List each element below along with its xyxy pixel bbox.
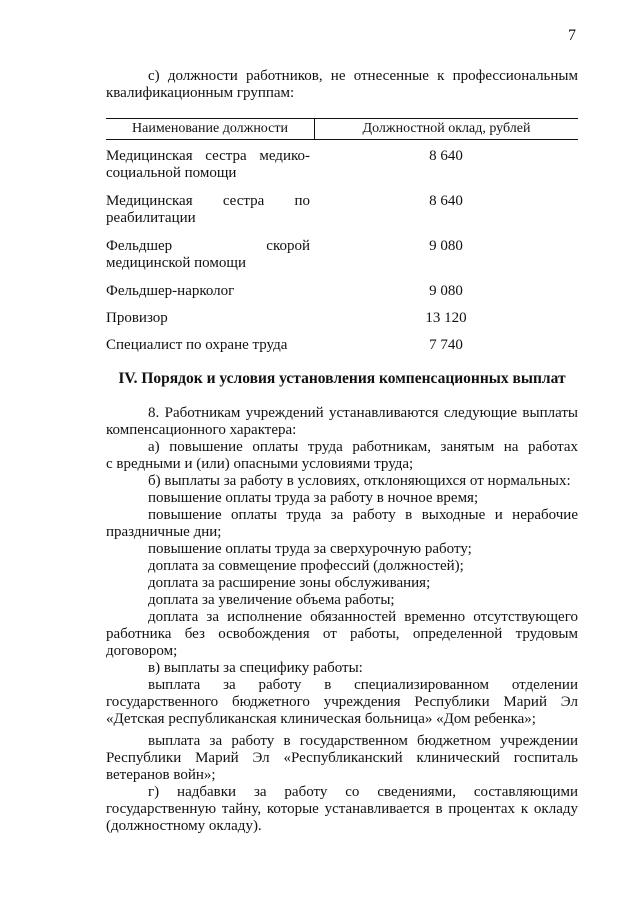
- paragraph-line: государственную тайну, которые устанавливается в процентах к окладу: [106, 801, 578, 817]
- position-name-line: Фельдшер-нарколог: [106, 283, 235, 299]
- list-item: [106, 609, 578, 660]
- paragraph-line: государственного бюджетного учреждения Республики Марий Эл: [106, 694, 578, 710]
- list-item: повышение оплаты труда за сверхурочную работу;: [148, 541, 472, 557]
- column-header-position: Наименование должности: [132, 121, 288, 136]
- list-item: [106, 733, 578, 784]
- list-item: доплата за увеличение объема работы;: [148, 592, 395, 608]
- position-name-line: Фельдшер скорой: [106, 238, 310, 254]
- position-name-line: социальной помощи: [106, 165, 237, 181]
- paragraph-line: г) надбавки за работу со сведениями, составляющими: [148, 784, 578, 800]
- paragraph-v: в) выплаты за специфику работы:: [148, 660, 363, 676]
- paragraph-g: [106, 784, 578, 835]
- position-name: [106, 310, 310, 327]
- position-salary: 9 080: [429, 238, 463, 254]
- list-item: доплата за совмещение профессий (должностей);: [148, 558, 464, 574]
- position-name-line: медицинской помощи: [106, 255, 246, 271]
- position-salary: 9 080: [429, 283, 463, 299]
- paragraph-line: с вредными и (или) опасными условиями труда;: [106, 456, 414, 472]
- page-number: 7: [568, 27, 576, 44]
- position-salary: 13 120: [425, 310, 467, 326]
- position-salary: 8 640: [429, 193, 463, 209]
- paragraph-b: б) выплаты за работу в условиях, отклоняющихся от нормальных:: [148, 473, 571, 489]
- position-name-line: Специалист по охране труда: [106, 337, 288, 353]
- position-name: [106, 148, 310, 182]
- position-name-line: Медицинская сестра медико-: [106, 148, 310, 164]
- paragraph-line: повышение оплаты труда за работу в выходные и нерабочие: [148, 507, 578, 523]
- paragraph-a: [106, 439, 578, 473]
- paragraph-8: [106, 405, 578, 439]
- paragraph-line: ветеранов войн»;: [106, 767, 216, 783]
- paragraph-line: договором;: [106, 643, 178, 659]
- paragraph-line: компенсационного характера:: [106, 422, 297, 438]
- position-name-line: Провизор: [106, 310, 168, 326]
- intro-paragraph: [106, 68, 578, 102]
- column-header-salary: Должностной оклад, рублей: [362, 121, 531, 136]
- paragraph-line: доплата за исполнение обязанностей временно отсутствующего: [148, 609, 578, 625]
- paragraph-line: выплата за работу в специализированном отделении: [148, 677, 578, 693]
- paragraph-line: 8. Работникам учреждений устанавливаются следующие выплаты: [148, 405, 578, 421]
- paragraph-line: а) повышение оплаты труда работникам, занятым на работах: [148, 439, 578, 455]
- position-name: [106, 193, 310, 227]
- position-name-line: реабилитации: [106, 210, 196, 226]
- table-header: [106, 118, 578, 140]
- paragraph-line: (должностному окладу).: [106, 818, 262, 834]
- position-name: [106, 337, 310, 354]
- section-heading: IV. Порядок и условия установления компенсационных выплат: [118, 370, 566, 387]
- position-salary: 7 740: [429, 337, 463, 353]
- list-item: повышение оплаты труда за работу в ночное время;: [148, 490, 479, 506]
- position-name: [106, 238, 310, 272]
- paragraph-line: работника без освобождения от работы, определенной трудовым: [106, 626, 578, 642]
- list-item: доплата за расширение зоны обслуживания;: [148, 575, 431, 591]
- position-name-line: Медицинская сестра по: [106, 193, 310, 209]
- position-name: [106, 283, 310, 300]
- list-item: [106, 507, 578, 541]
- paragraph-line: выплата за работу в государственном бюджетном учреждении: [148, 733, 578, 749]
- paragraph-line: Республики Марий Эл «Республиканский клинический госпиталь: [106, 750, 578, 766]
- intro-line: квалификационным группам:: [106, 85, 295, 101]
- paragraph-line: праздничные дни;: [106, 524, 222, 540]
- intro-line: с) должности работников, не отнесенные к профессиональным: [148, 68, 578, 84]
- position-salary: 8 640: [429, 148, 463, 164]
- paragraph-line: «Детская республиканская клиническая больница» «Дом ребенка»;: [106, 711, 536, 727]
- list-item: [106, 677, 578, 728]
